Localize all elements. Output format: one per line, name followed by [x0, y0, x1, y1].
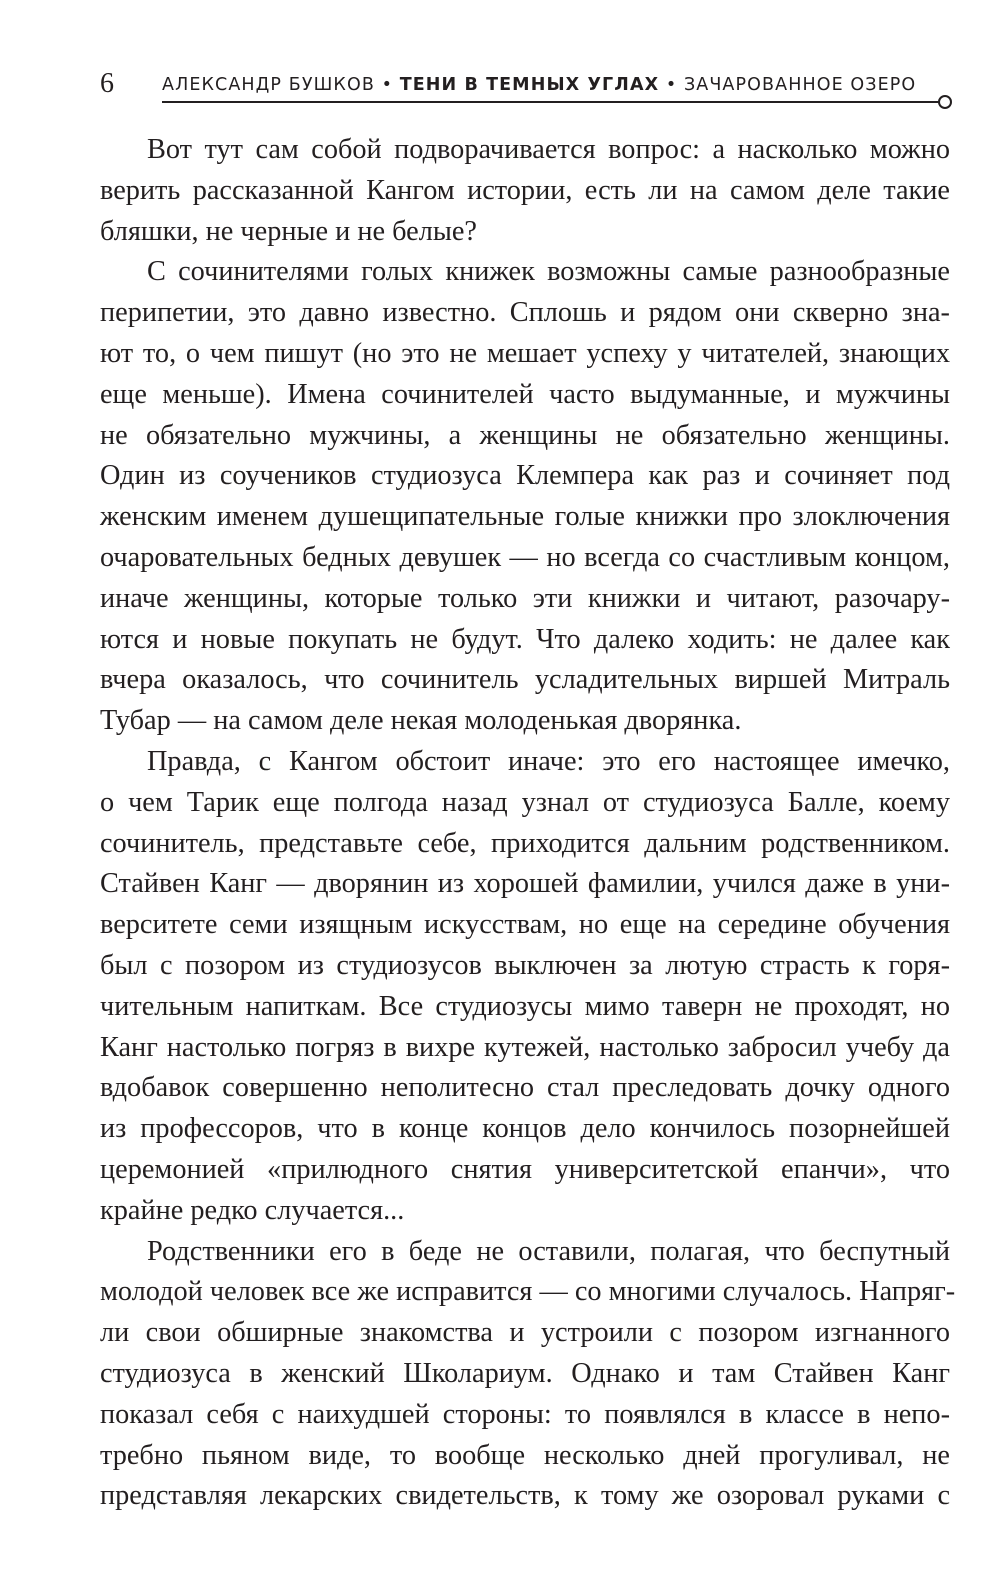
text-line: женским именем душещипательные голые книжки про злоключения	[100, 501, 950, 533]
text-line: представляя лекарских свидетельств, к тому же озоровал руками с	[100, 1480, 950, 1512]
page-number: 6	[100, 68, 114, 99]
text-line: показал себя с наихудшей стороны: то появлялся в классе в непо-	[100, 1398, 950, 1430]
page-header	[100, 68, 960, 108]
text-line: ют то, о чем пишут (но это не мешает успеху у читателей, знающих	[100, 337, 950, 369]
header-rule-circle	[938, 95, 952, 109]
text-line: верить рассказанной Кангом истории, есть ли на самом деле такие	[100, 174, 950, 206]
text-line: С сочинителями голых книжек возможны самые разнообразные	[147, 256, 950, 288]
running-head	[162, 74, 916, 96]
text-line: очаровательных бедных девушек — но всегда со счастливым концом,	[100, 541, 950, 573]
text-line: ются и новые покупать не будут. Что далеко ходить: не далее как	[100, 623, 950, 655]
text-line: молодой человек все же исправится — со многими случалось. Напряг-	[100, 1276, 956, 1308]
text-line: ли свои обширные знакомства и устроили с позором изгнанного	[100, 1317, 950, 1349]
paragraph	[100, 252, 950, 742]
text-line: из профессоров, что в конце концов дело кончилось позорнейшей	[100, 1113, 950, 1145]
text-line: вчера оказалось, что сочинитель усладительных виршей Митраль	[100, 664, 950, 696]
text-line: верситете семи изящным искусствам, но еще на середине обучения	[100, 909, 950, 941]
text-line: церемонией «прилюдного снятия университетской епанчи», что	[100, 1153, 950, 1185]
text-line: чительным напиткам. Все студиозусы мимо таверн не проходят, но	[100, 990, 950, 1022]
header-rule	[162, 101, 942, 103]
text-line: бляшки, не черные и не белые?	[100, 215, 477, 247]
text-line: Вот тут сам собой подворачивается вопрос: а насколько можно	[147, 134, 950, 165]
author-name: АЛЕКСАНДР БУШКОВ	[162, 75, 375, 95]
body-text	[100, 130, 956, 1517]
text-line: вдобавок совершенно неполитесно стал преследовать дочку одного	[100, 1072, 950, 1104]
text-line: сочинитель, представьте себе, приходится дальним родственником.	[100, 827, 950, 859]
text-line: студиозуса в женский Школариум. Однако и там Стайвен Канг	[100, 1357, 950, 1389]
text-line: иначе женщины, которые только эти книжки и читают, разочару-	[100, 582, 950, 614]
text-line: Родственники его в беде не оставили, полагая, что беспутный	[147, 1235, 950, 1267]
text-line: Один из соучеников студиозуса Клемпера как раз и сочиняет под	[100, 460, 950, 492]
text-line: еще меньше). Имена сочинителей часто выдуманные, и мужчины	[100, 378, 950, 410]
text-line: перипетии, это давно известно. Сплошь и рядом они скверно зна-	[100, 297, 950, 329]
text-line: о чем Тарик еще полгода назад узнал от студиозуса Балле, коему	[100, 786, 950, 818]
text-line: не обязательно мужчины, а женщины не обязательно женщины.	[100, 419, 950, 451]
text-line: крайне редко случается...	[100, 1194, 405, 1226]
header-separator: •	[374, 75, 400, 95]
text-line: был с позором из студиозусов выключен за лютую страсть к горя-	[100, 949, 950, 981]
text-line: Правда, с Кангом обстоит иначе: это его настоящее имечко,	[147, 745, 950, 777]
text-line: Канг настолько погряз в вихре кутежей, настолько забросил учебу да	[100, 1031, 950, 1063]
text-line: Стайвен Канг — дворянин из хорошей фамилии, учился даже в уни-	[100, 868, 950, 900]
text-line: Тубар — на самом деле некая молоденькая дворянка.	[100, 705, 742, 737]
section-title: ЗАЧАРОВАННОЕ ОЗЕРО	[683, 75, 917, 95]
text-line: требно пьяном виде, то вообще несколько дней прогуливал, не	[100, 1439, 950, 1471]
paragraph	[100, 1232, 956, 1518]
header-separator: •	[659, 75, 684, 95]
paragraph	[100, 130, 950, 252]
paragraph	[100, 742, 950, 1232]
book-title: ТЕНИ В ТЕМНЫХ УГЛАХ	[399, 75, 660, 95]
